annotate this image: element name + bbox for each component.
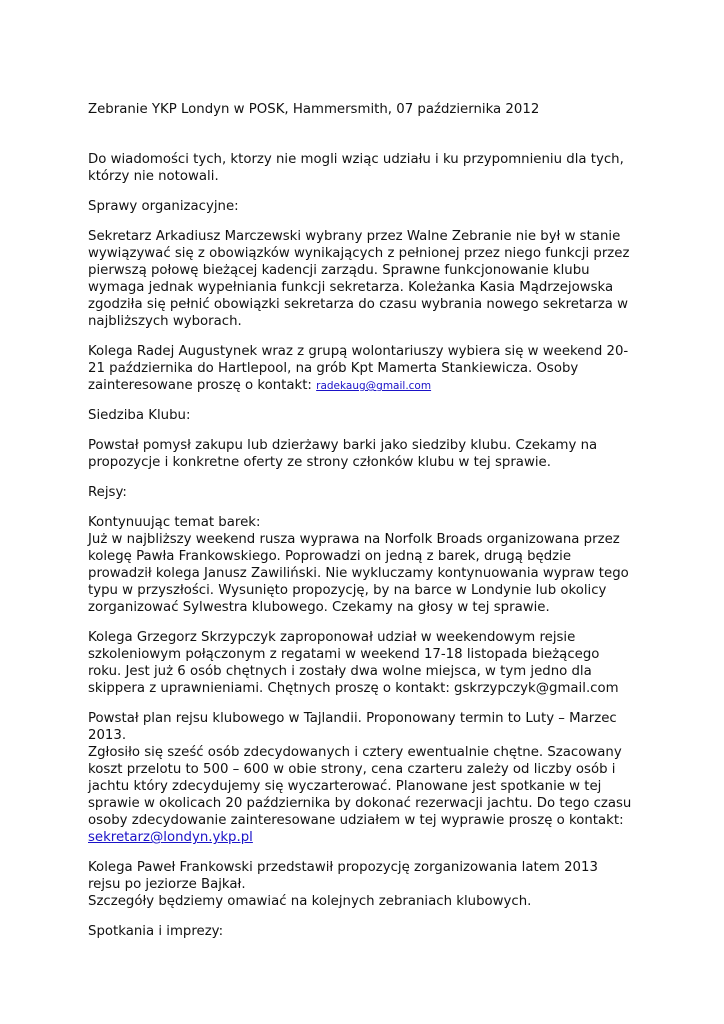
thailand-line-6: sprawie w okolicach 20 października by dokonać rezerwacji jachtu. Do tego czasu [88,796,632,811]
secretary-email-link[interactable]: sekretarz@londyn.ykp.pl [88,830,253,845]
grzegorz-line-4: skippera z uprawnieniami. Chętnych proszę o kontakt: gskrzypczyk@gmail.com [88,681,619,696]
radej-contact-text: zainteresowane proszę o kontakt: [88,378,317,393]
secretary-line-3: pierwszą połowę bieżącej kadencji zarządu. Sprawne funkcjonowanie klubu [88,263,590,278]
thailand-line-5: jachtu który zdecydujemy się wyczarterować. Planowane jest spotkanie w tej [88,779,602,794]
section-heading-meetings: Spotkania i imprezy: [88,924,224,939]
baikal-line-1: Kolega Paweł Frankowski przedstawił propozycję zorganizowania latem 2013 [88,860,598,875]
secretary-line-2: wywiązywać się z obowiązków wynikających z pełnionej przez niego funkcji przez [88,246,630,261]
baikal-line-2: rejsu po jeziorze Bajkał. [88,877,246,892]
radej-email-link[interactable]: radekaug@gmail.com [316,380,432,392]
thailand-line-2: 2013. [88,728,127,743]
barges-line-6: zorganizować Sylwestra klubowego. Czekamy na głosy w tej sprawie. [88,600,550,615]
thailand-line-1: Powstał plan rejsu klubowego w Tajlandii. Proponowany termin to Luty – Marzec [88,711,617,726]
barges-line-1: Kontynuując temat barek: [88,515,261,530]
hq-line-2: propozycje i konkretne oferty ze strony członków klubu w tej sprawie. [88,455,551,470]
section-heading-cruises: Rejsy: [88,485,127,500]
section-heading-organizational: Sprawy organizacyjne: [88,199,239,214]
radej-line-3 [88,377,648,395]
barges-line-5: typu w przyszłości. Wysunięto propozycję, by na barce w Londynie lub okolicy [88,583,607,598]
secretary-line-1: Sekretarz Arkadiusz Marczewski wybrany przez Walne Zebranie nie był w stanie [88,229,621,244]
thailand-email-line [88,829,648,846]
barges-line-2: Już w najbliższy weekend rusza wyprawa na Norfolk Broads organizowana przez [88,532,620,547]
section-heading-club-seat: Siedziba Klubu: [88,408,191,423]
thailand-line-4: koszt przelotu to 500 – 600 w obie strony, cena czarteru zależy od liczby osób i [88,762,616,777]
document-title: Zebranie YKP Londyn w POSK, Hammersmith, 07 października 2012 [88,102,540,117]
grzegorz-line-3: roku. Jest już 6 osób chętnych i zostały dwa wolne miejsca, w tym jedno dla [88,664,592,679]
barges-line-3: kolegę Pawła Frankowskiego. Poprowadzi on jedną z barek, drugą będzie [88,549,572,564]
secretary-line-5: zgodziła się pełnić obowiązki sekretarza do czasu wybrania nowego sekretarza w [88,297,629,312]
hq-line-1: Powstał pomysł zakupu lub dzierżawy barki jako siedziby klubu. Czekamy na [88,438,598,453]
grzegorz-line-1: Kolega Grzegorz Skrzypczyk zaproponował udział w weekendowym rejsie [88,630,576,645]
intro-line-2: którzy nie notowali. [88,169,219,184]
secretary-line-6: najbliższych wyborach. [88,314,242,329]
radej-line-1: Kolega Radej Augustynek wraz z grupą wolontariuszy wybiera się w weekend 20- [88,344,629,359]
grzegorz-line-2: szkoleniowym połączonym z regatami w weekend 17-18 listopada bieżącego [88,647,600,662]
barges-line-4: prowadził kolega Janusz Zawiliński. Nie wykluczamy kontynuowania wypraw tego [88,566,629,581]
intro-line-1: Do wiadomości tych, ktorzy nie mogli wziąc udziału i ku przypomnieniu dla tych, [88,152,624,167]
radej-line-2: 21 października do Hartlepool, na grób Kpt Mamerta Stankiewicza. Osoby [88,361,579,376]
thailand-line-3: Zgłosiło się sześć osób zdecydowanych i cztery ewentualnie chętne. Szacowany [88,745,622,760]
secretary-line-4: wymaga jednak wypełniania funkcji sekretarza. Koleżanka Kasia Mądrzejowska [88,280,614,295]
baikal-line-3: Szczegóły będziemy omawiać na kolejnych zebraniach klubowych. [88,894,532,909]
thailand-line-7: osoby zdecydowanie zainteresowane udziałem w tej wyprawie proszę o kontakt: [88,813,624,828]
